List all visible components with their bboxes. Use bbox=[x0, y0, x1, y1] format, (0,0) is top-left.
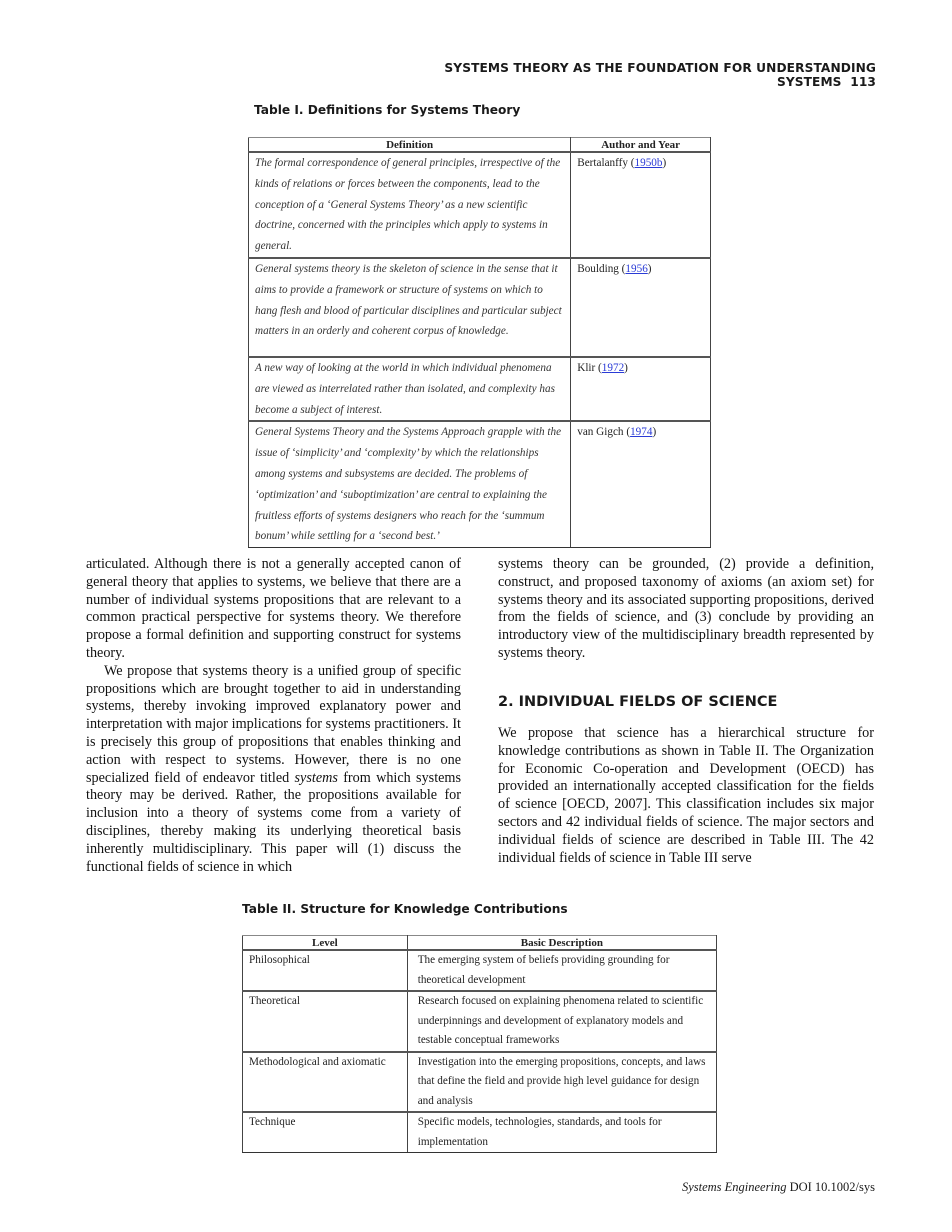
author-cell bbox=[571, 421, 711, 547]
table-row bbox=[249, 152, 711, 258]
definition-cell: The formal correspondence of general principles, irrespective of the kinds of relations or forces between the components, lead to the conception of a ‘General Systems Theory’ as a new scientific doctrine, concerned with the principles which apply to systems in general. bbox=[249, 152, 571, 258]
section-heading: 2. INDIVIDUAL FIELDS OF SCIENCE bbox=[498, 694, 778, 710]
author-name: Klir ( bbox=[577, 361, 602, 374]
table-header-row bbox=[249, 138, 711, 153]
level-cell: Theoretical bbox=[243, 991, 408, 1052]
table-row bbox=[249, 357, 711, 421]
column-header-author-year: Author and Year bbox=[571, 138, 711, 153]
emphasis: systems bbox=[294, 769, 338, 786]
column-header-description: Basic Description bbox=[407, 936, 716, 951]
paragraph: systems theory can be grounded, (2) provide a definition, construct, and proposed taxonomy of axioms (an axiom set) for systems theory and its associated supporting propositions, derived from the fields of science, and (3) conclude by providing an introductory view of the multidisciplinary breadth represented by systems theory. bbox=[498, 556, 874, 661]
author-cell bbox=[571, 152, 711, 258]
author-cell bbox=[571, 357, 711, 421]
level-cell: Methodological and axiomatic bbox=[243, 1052, 408, 1113]
right-column bbox=[498, 556, 874, 663]
definition-cell: A new way of looking at the world in which individual phenomena are viewed as interrelated rather than isolated, and complexity has become a subject of interest. bbox=[249, 357, 571, 421]
journal-name: Systems Engineering bbox=[681, 1180, 787, 1194]
text-run: from which systems theory may be derived. Rather, the propositions available for inclusion into a theory of systems come from a variety of disciplines, thereby making its underlying theoretical basis inherently multidisciplinary. This paper will (1) discuss the functional fields of science in which bbox=[86, 769, 461, 875]
running-title: SYSTEMS THEORY AS THE FOUNDATION FOR UNDERSTANDING SYSTEMS bbox=[444, 61, 876, 89]
definition-cell: General Systems Theory and the Systems Approach grapple with the issue of ‘simplicity’ and ‘complexity’ by which the relationships among systems and subsystems are decided. The problems of ‘optimization’ and ‘suboptimization’ are central to explaining the fruitless efforts of systems designers who reach for the ‘summum bonum’ while settling for a ‘second best.’ bbox=[249, 421, 571, 547]
table-row bbox=[243, 950, 717, 991]
table-row bbox=[243, 991, 717, 1052]
author-name: van Gigch ( bbox=[577, 426, 631, 439]
page-number: 113 bbox=[850, 75, 876, 89]
text-run: We propose that systems theory is a unified group of specific propositions which are brought together to aid in understanding systems, thereby invoking improved explanatory power and interpretation with major implications for systems practitioners. It is precisely this group of propositions that enables thinking and action with respect to systems. However, there is no one specialized field of endeavor titled bbox=[86, 662, 461, 786]
citation-link[interactable]: 1956 bbox=[625, 262, 648, 275]
citation-link[interactable]: 1972 bbox=[601, 361, 625, 374]
page-footer bbox=[600, 1180, 875, 1195]
author-name: Boulding ( bbox=[577, 262, 626, 275]
description-cell: Investigation into the emerging propositions, concepts, and laws that define the field and provide high level guidance for design and analysis bbox=[407, 1052, 716, 1113]
table-row bbox=[249, 421, 711, 547]
table-header-row bbox=[243, 936, 717, 951]
table-row bbox=[249, 258, 711, 357]
table1-caption: Table I. Definitions for Systems Theory bbox=[254, 103, 521, 117]
description-cell: The emerging system of beliefs providing grounding for theoretical development bbox=[407, 950, 716, 991]
paragraph: articulated. Although there is not a generally accepted canon of general theory that applies to systems, we believe that there are a number of individual systems propositions that are relevant to a common practical perspective for systems theory. We therefore propose a formal definition and supporting construct for systems theory. bbox=[86, 556, 461, 661]
column-header-level: Level bbox=[243, 936, 408, 951]
left-column bbox=[86, 556, 461, 876]
author-name: Bertalanffy ( bbox=[577, 157, 635, 169]
right-column-section-body bbox=[498, 725, 874, 867]
definition-cell: General systems theory is the skeleton of science in the sense that it aims to provide a framework or structure of systems on which to hang flesh and blood of particular disciplines and particular subject matters in an orderly and coherent corpus of knowledge. bbox=[249, 258, 571, 357]
table2-knowledge-structure bbox=[242, 935, 717, 1153]
table-row bbox=[243, 1052, 717, 1113]
paren: ) bbox=[662, 157, 667, 169]
description-cell: Specific models, technologies, standards, and tools for implementation bbox=[407, 1112, 716, 1153]
paragraph bbox=[86, 663, 461, 877]
table2-caption: Table II. Structure for Knowledge Contributions bbox=[242, 902, 568, 916]
level-cell: Technique bbox=[243, 1112, 408, 1153]
citation-link[interactable]: 1950b bbox=[634, 157, 663, 169]
paren: ) bbox=[652, 426, 657, 439]
paren: ) bbox=[647, 262, 652, 275]
citation-link[interactable]: 1974 bbox=[630, 426, 653, 439]
table-row bbox=[243, 1112, 717, 1153]
table1-definitions bbox=[248, 137, 711, 548]
description-cell: Research focused on explaining phenomena related to scientific underpinnings and development of explanatory models and testable conceptual frameworks bbox=[407, 991, 716, 1052]
author-cell bbox=[571, 258, 711, 357]
column-header-definition: Definition bbox=[249, 138, 571, 153]
level-cell: Philosophical bbox=[243, 950, 408, 991]
running-head bbox=[356, 61, 876, 89]
paren: ) bbox=[624, 361, 628, 374]
paragraph: We propose that science has a hierarchical structure for knowledge contributions as shown in Table II. The Organization for Economic Co-operation and Development (OECD) has provided an internationally accepted classification for the fields of science [OECD, 2007]. This classification includes six major sectors and 42 individual fields of science. The major sectors and individual fields of science are described in Table III. The 42 individual fields of science in Table III serve bbox=[498, 725, 874, 866]
doi: DOI 10.1002/sys bbox=[786, 1180, 875, 1194]
